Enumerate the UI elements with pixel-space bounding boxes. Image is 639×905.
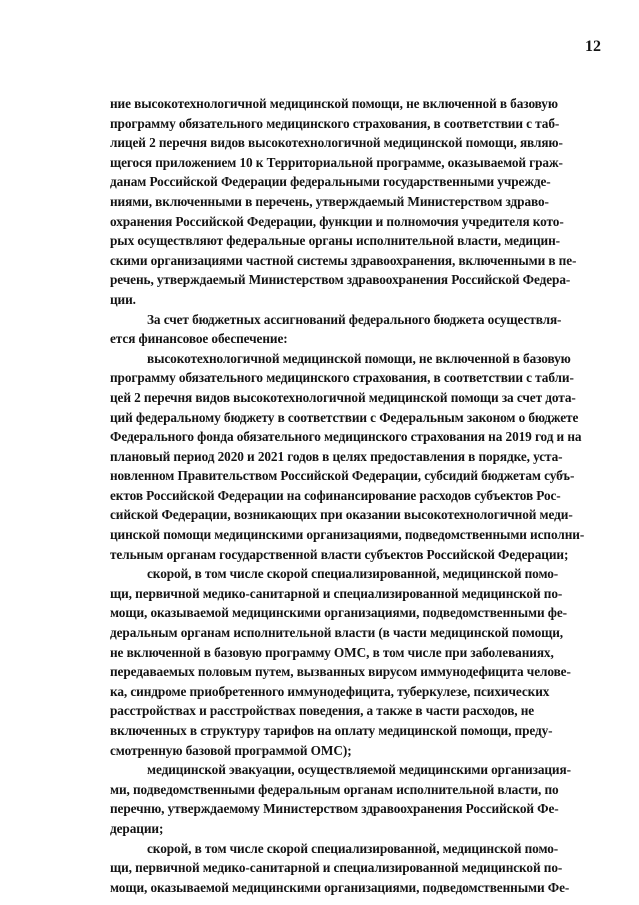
text-line: тельным органам государственной власти субъектов Российской Федерации; xyxy=(110,546,569,562)
text-line: скорой, в том числе скорой специализированной, медицинской помо- xyxy=(147,566,559,582)
text-line: мощи, оказываемой медицинскими организациями, подведомственными Фе- xyxy=(110,879,570,895)
text-line: программу обязательного медицинского страхования, в соответствии с табли- xyxy=(110,370,574,386)
text-line: плановый период 2020 и 2021 годов в целях предоставления в порядке, уста- xyxy=(110,448,563,464)
text-line: сийской Федерации, возникающих при оказании высокотехнологичной меди- xyxy=(110,507,573,523)
text-line: ми, подведомственными федеральным органам исполнительной власти, по xyxy=(110,781,559,797)
text-line: щи, первичной медико-санитарной и специализированной медицинской по- xyxy=(110,585,563,601)
text-line: лицей 2 перечня видов высокотехнологичной медицинской помощи, являю- xyxy=(110,135,563,151)
text-line: передаваемых половым путем, вызванных вирусом иммунодефицита челове- xyxy=(110,664,571,680)
text-line: не включенной в базовую программу ОМС, в том числе при заболеваниях, xyxy=(110,644,554,660)
text-line: смотренную базовой программой ОМС); xyxy=(110,742,352,758)
text-line: ется финансовое обеспечение: xyxy=(110,331,288,347)
text-line: ектов Российской Федерации на софинансирование расходов субъектов Рос- xyxy=(110,487,561,503)
text-line: Федерального фонда обязательного медицинского страхования на 2019 год и на xyxy=(110,429,582,445)
text-line: новленном Правительством Российской Федерации, субсидий бюджетам субъ- xyxy=(110,468,575,484)
text-line: цей 2 перечня видов высокотехнологичной медицинской помощи за счет дота- xyxy=(110,389,576,405)
text-line: За счет бюджетных ассигнований федерального бюджета осуществля- xyxy=(147,311,562,327)
text-line: ции. xyxy=(110,291,136,307)
text-line: программу обязательного медицинского страхования, в соответствии с таб- xyxy=(110,115,560,131)
text-line: ниями, включенными в перечень, утверждаемый Министерством здраво- xyxy=(110,193,549,209)
text-line: включенных в структуру тарифов на оплату медицинской помощи, преду- xyxy=(110,723,553,738)
text-line: речень, утверждаемый Министерством здравоохранения Российской Федера- xyxy=(110,272,571,288)
text-line: щи, первичной медико-санитарной и специализированной медицинской по- xyxy=(110,860,563,876)
text-line: рых осуществляют федеральные органы исполнительной власти, медицин- xyxy=(110,233,561,249)
text-line: скими организациями частной системы здравоохранения, включенными в пе- xyxy=(110,252,577,268)
text-line: ций федеральному бюджету в соответствии с Федеральным законом о бюджете xyxy=(110,409,579,425)
text-line: данам Российской Федерации федеральными государственными учрежде- xyxy=(110,174,551,190)
text-line: скорой, в том числе скорой специализированной, медицинской помо- xyxy=(147,840,559,856)
text-line: медицинской эвакуации, осуществляемой медицинскими организация- xyxy=(147,762,571,778)
text-line: перечню, утверждаемому Министерством здравоохранения Российской Фе- xyxy=(110,801,559,817)
text-line: цинской помощи медицинскими организациями, подведомственными исполни- xyxy=(110,527,585,543)
text-line: щегося приложением 10 к Территориальной программе, оказываемой граж- xyxy=(110,154,563,170)
text-line: дерации; xyxy=(110,820,164,836)
text-line: расстройствах и расстройствах поведения, а также в части расходов, не xyxy=(110,703,535,719)
text-line: ние высокотехнологичной медицинской помощи, не включенной в базовую xyxy=(110,96,558,111)
text-line: охранения Российской Федерации, функции и полномочия учредителя кото- xyxy=(110,213,564,229)
document-body xyxy=(110,94,603,897)
text-line: высокотехнологичной медицинской помощи, не включенной в базовую xyxy=(147,350,571,366)
text-line: ка, синдроме приобретенного иммунодефицита, туберкулезе, психических xyxy=(110,683,550,699)
page-number: 12 xyxy=(585,38,601,55)
text-line: мощи, оказываемой медицинскими организациями, подведомственными фе- xyxy=(110,605,567,621)
text-line: деральным органам исполнительной власти (в части медицинской помощи, xyxy=(110,625,564,641)
